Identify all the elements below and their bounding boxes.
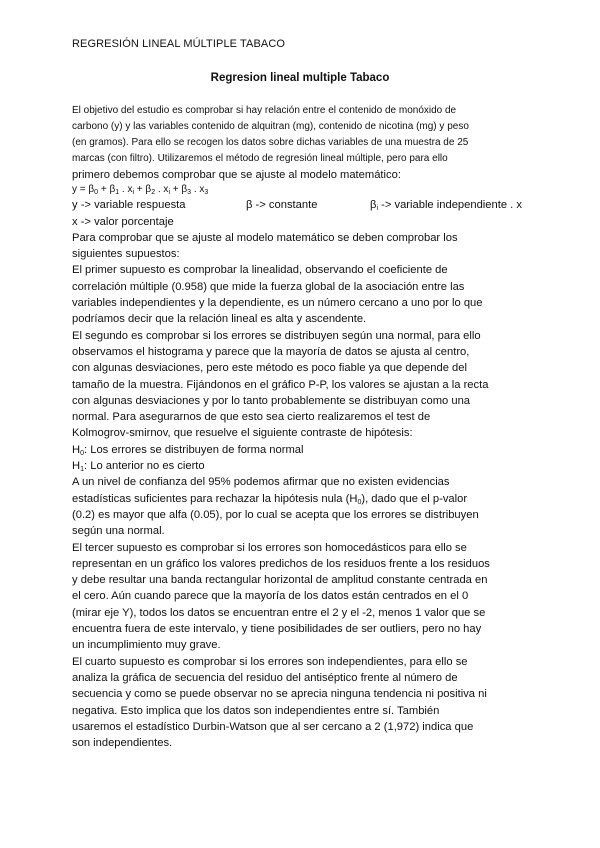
later-assumptions-block <box>72 540 534 752</box>
document-title: Regresion lineal multiple Tabaco <box>210 72 390 84</box>
variable-definitions-line-2: x -> valor porcentaje <box>72 215 174 228</box>
later-assumptions-line-13: son independientes. <box>72 737 173 750</box>
later-assumptions-line-7: un incumplimiento muy grave. <box>72 639 221 652</box>
assumptions-line-9: con algunas desviaciones, pero este método es poco fiable ya que depende del <box>72 362 467 375</box>
variable-definitions-line-1: y -> variable respuesta β -> constante $\beta_i$ -> variable independiente . x <box>72 199 522 213</box>
assumptions-line-7: El segundo es comprobar si los errores se distribuyen según una normal, para ello <box>72 329 481 342</box>
later-assumptions-line-9: analiza la gráfica de secuencia del residuo del antiséptico frente al número de <box>72 671 458 684</box>
intro-line-1: El objetivo del estudio es comprobar si hay relación entre el contenido de monóxido de <box>72 105 457 116</box>
later-assumptions-line-10: secuencia y como se puede observar no se aprecia ninguna tendencia ni positiva ni <box>72 688 487 701</box>
later-assumptions-line-3: y debe resultar una banda rectangular horizontal de amplitud constante centrada en <box>72 574 488 587</box>
intro-line-2: carbono (y) y las variables contenido de alquitran (mg), contenido de nicotina (mg) y peso <box>72 121 469 132</box>
assumptions-line-3: El primer supuesto es comprobar la linealidad, observando el coeficiente de <box>72 264 448 277</box>
assumptions-line-4: correlación múltiple (0.958) que mide la fuerza global de la asociación entre las <box>72 280 465 293</box>
assumptions-line-5: variables independientes y la dependiente, es un número cercano a uno por lo que <box>72 297 483 310</box>
confidence-line-4: según una normal. <box>72 525 165 538</box>
later-assumptions-line-4: el cero. Aún cuando parece que la mayoría de los datos están centrados en el 0 <box>72 590 469 603</box>
page-header: REGRESIÓN LINEAL MÚLTIPLE TABACO <box>72 38 286 50</box>
assumptions-line-2: siguientes supuestos: <box>72 248 180 261</box>
intro-line-3: (en gramos). Para ello se recogen los datos sobre dichas variables de una muestra de 25 <box>72 137 469 148</box>
assumptions-line-1: Para comprobar que se ajuste al modelo matemático se deben comprobar los <box>72 231 458 244</box>
document-body <box>72 103 534 751</box>
intro-line-5: primero debemos comprobar que se ajuste al modelo matemático: <box>72 169 401 181</box>
later-assumptions-line-8: El cuarto supuesto es comprobar si los errores son independientes, para ello se <box>72 655 468 668</box>
later-assumptions-line-1: El tercer supuesto es comprobar si los errores son homocedásticos para ello se <box>72 541 467 554</box>
model-formula: $y = \beta_0 + \beta_1$ . $x_i + \beta_2$ . $x_i + \beta_3$ . $x_3$ <box>72 184 209 197</box>
later-assumptions-line-2: representan en un gráfico los valores predichos de los residuos frente a los residuos <box>72 557 490 570</box>
assumptions-line-10: tamaño de la muestra. Fijándonos en el gráfico P-P, los valores se ajustan a la recta <box>72 378 489 391</box>
assumptions-line-12: normal. Para asegurarnos de que esto sea cierto realizaremos el test de <box>72 411 431 424</box>
confidence-line-3: (0.2) es mayor que alfa (0.05), por lo cual se acepta que los errores se distribuyen <box>72 508 479 521</box>
assumptions-block <box>72 230 534 442</box>
hypothesis-h0: $H_0$: Los errores se distribuyen de forma normal <box>72 443 304 457</box>
confidence-line-2: estadísticas suficientes para rechazar la hipótesis nula $(H_0)$, dado que el p-valor <box>72 492 468 506</box>
assumptions-line-11: con algunas desviaciones y por lo tanto probablemente se distribuyan como una <box>72 394 471 407</box>
hypothesis-h1: $H_1$: Lo anterior no es cierto <box>72 460 205 474</box>
intro-line-4: marcas (con filtro). Utilizaremos el método de regresión lineal múltiple, pero para ello <box>72 153 448 164</box>
assumptions-line-13: Kolmogrov-smirnov, que resuelve el siguiente contraste de hipótesis: <box>72 427 413 440</box>
later-assumptions-line-6: encuentra fuera de este intervalo, y tiene posibilidades de ser outliers, pero no hay <box>72 623 482 636</box>
assumptions-line-6: podríamos decir que la relación lineal es alta y ascendente. <box>72 313 367 326</box>
confidence-line-1: A un nivel de confianza del 95% podemos afirmar que no existen evidencias <box>72 476 450 489</box>
later-assumptions-line-5: (mirar eje Y), todos los datos se encuentran entre el 2 y el -2, menos 1 valor que se <box>72 606 486 619</box>
assumptions-line-8: observamos el histograma y parece que la mayoría de datos se ajusta al centro, <box>72 345 470 358</box>
later-assumptions-line-11: negativa. Esto implica que los datos son independientes entre sí. También <box>72 704 440 717</box>
later-assumptions-line-12: usaremos el estadístico Durbin-Watson que al ser cercano a 2 (1,972) indica que <box>72 720 474 733</box>
